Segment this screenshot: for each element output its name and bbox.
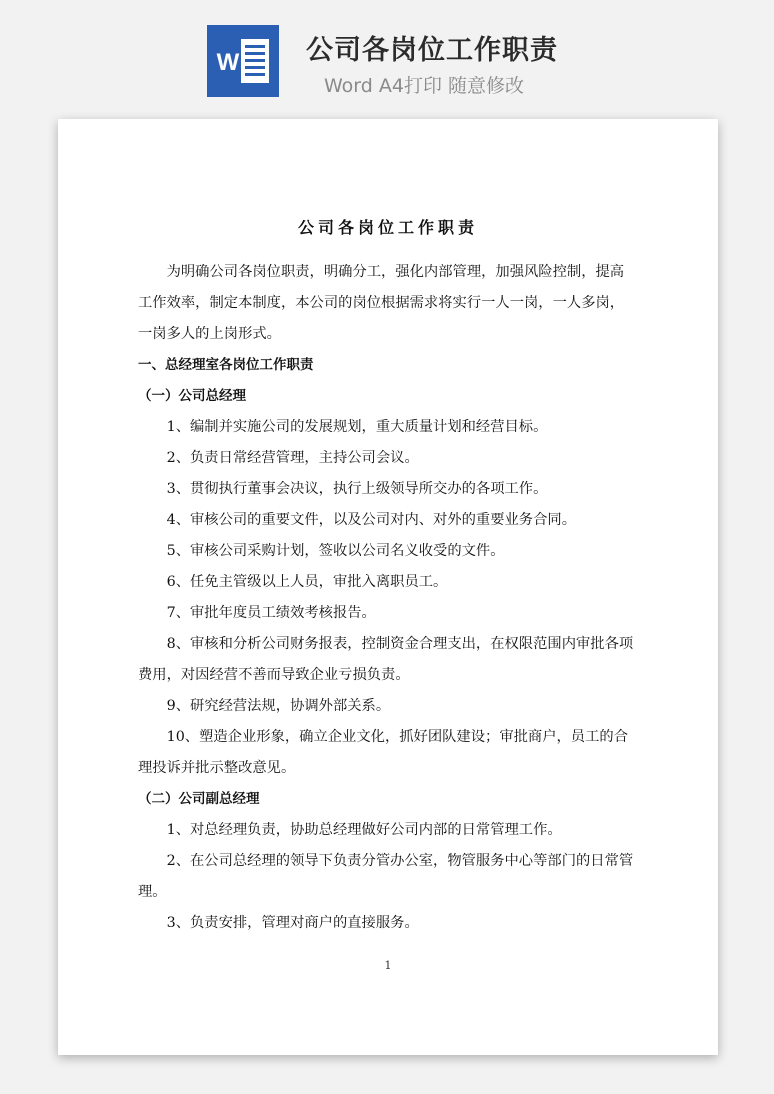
list-item: 1、对总经理负责，协助总经理做好公司内部的日常管理工作。 [166,822,562,838]
list-item: 1、编制并实施公司的发展规划，重大质量计划和经营目标。 [166,419,548,435]
section-heading: 一、总经理室各岗位工作职责 [138,357,314,373]
list-item: 5、审核公司采购计划，签收以公司名义收受的文件。 [166,543,505,559]
subsection-heading: （二）公司副总经理 [138,791,260,807]
list-item: 4、审核公司的重要文件，以及公司对内、对外的重要业务合同。 [166,512,576,528]
header [0,0,774,110]
list-item: 3、贯彻执行董事会决议，执行上级领导所交办的各项工作。 [166,481,548,497]
page-number: 1 [384,959,392,972]
document-title: 公司各岗位工作职责 [297,218,478,237]
word-doc-icon [207,25,279,97]
subsection-heading: （一）公司总经理 [138,388,246,404]
document-page [58,119,718,1055]
header-title: 公司各岗位工作职责 [306,35,558,66]
list-item: 3、负责安排，管理对商户的直接服务。 [166,915,419,931]
list-item: 2、负责日常经营管理，主持公司会议。 [166,450,419,466]
list-item: 9、研究经营法规，协调外部关系。 [166,698,391,714]
list-item: 6、任免主管级以上人员，审批入离职员工。 [166,574,448,590]
list-item: 10、塑造企业形象，确立企业文化，抓好团队建设；审批商户，员工的合理投诉并批示整改意见。 [138,729,628,776]
list-item: 8、审核和分析公司财务报表，控制资金合理支出，在权限范围内审批各项费用，对因经营不善而导致企业亏损负责。 [138,636,634,683]
intro-paragraph: 为明确公司各岗位职责，明确分工，强化内部管理，加强风险控制，提高工作效率，制定本制度，本公司的岗位根据需求将实行一人一岗，一人多岗，一岗多人的上岗形式。 [138,264,625,342]
list-item: 2、在公司总经理的领导下负责分管办公室，物管服务中心等部门的日常管理。 [138,853,634,900]
header-subtitle: Word A4打印 随意修改 [324,75,525,97]
list-item: 7、审批年度员工绩效考核报告。 [166,605,376,621]
word-icon-letter: W [216,49,240,76]
document-body [138,257,638,939]
